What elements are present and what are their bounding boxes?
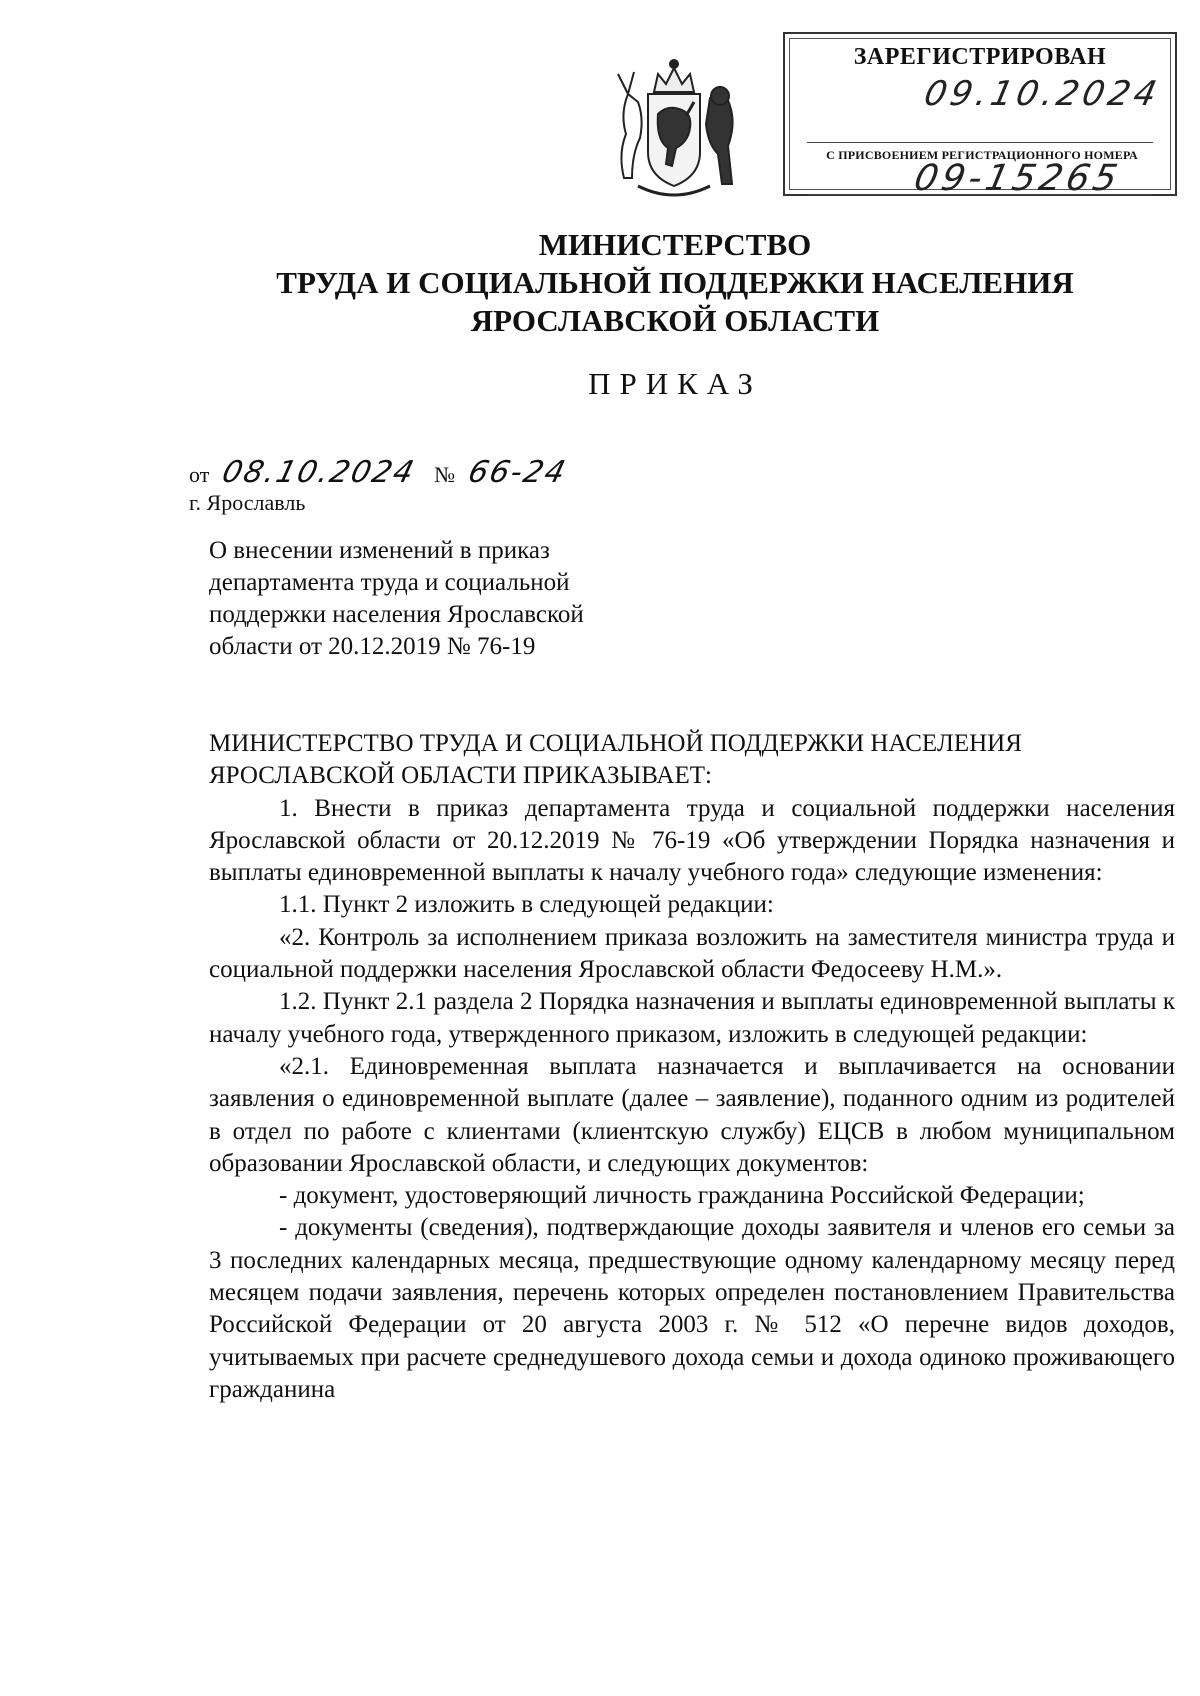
order-subject [209, 535, 669, 663]
registration-stamp [783, 32, 1177, 199]
subject-line: области от 20.12.2019 № 76-19 [209, 633, 536, 660]
body-paragraph: 1.2. Пункт 2.1 раздела 2 Порядка назначения и выплаты единовременной выплаты к началу учебного года, утвержденного приказом, изложить в следующей редакции: [209, 988, 1175, 1048]
stamp-title: ЗАРЕГИСТРИРОВАН [853, 44, 1107, 70]
city: г. Ярославль [189, 490, 306, 515]
subject-line: департамента труда и социальной [209, 569, 570, 596]
body-paragraph: «2.1. Единовременная выплата назначается и выплачивается на основании заявления о единовременной выплате (далее – заявление), поданного одним из родителей в отдел по работе с клиентами (клиентскую службу) ЕЦСВ в любом муниципальном образовании Ярославской области, и следующих документов: [209, 1052, 1175, 1177]
body-paragraph: - документ, удостоверяющий личность гражданина Российской Федерации; [279, 1182, 1085, 1210]
body-paragraph: - документы (сведения), подтверждающие доходы заявителя и членов его семьи за 3 последних календарных месяца, предшествующие одному календарному месяцу перед месяцем подачи заявления, перечень которых определен постановлением Правительства Российской Федерации от 20 августа 2003 г. № 512 «О перечне видов доходов, учитываемых при расчете среднедушевого дохода семьи и дохода одиноко проживающего гражданина [209, 1214, 1175, 1403]
ministry-heading [0, 226, 1200, 340]
order-date: 08.10.2024 [218, 455, 419, 490]
subject-line: О внесении изменений в приказ [209, 537, 550, 564]
body-paragraph: МИНИСТЕРСТВО ТРУДА И СОЦИАЛЬНОЙ ПОДДЕРЖКИ НАСЕЛЕНИЯ ЯРОСЛАВСКОЙ ОБЛАСТИ ПРИКАЗЫВАЕТ: [209, 730, 1022, 790]
body-paragraph: 1. Внести в приказ департамента труда и социальной поддержки населения Ярославской области от 20.12.2019 № 76-19 «Об утверждении Порядка назначения и выплаты единовременной выплаты к началу учебного года» следующие изменения: [209, 794, 1175, 887]
stamp-registration-number: 09-15265 [910, 158, 1125, 199]
document-type: ПРИКАЗ [588, 366, 762, 401]
coat-of-arms-icon [598, 54, 750, 204]
order-date-number [189, 455, 571, 490]
order-number: 66-24 [464, 455, 571, 490]
order-body [209, 728, 1175, 1406]
ministry-line: ТРУДА И СОЦИАЛЬНОЙ ПОДДЕРЖКИ НАСЕЛЕНИЯ [276, 265, 1074, 300]
from-label: от [189, 462, 210, 487]
ministry-line: МИНИСТЕРСТВО [538, 227, 812, 262]
stamp-divider [807, 194, 1153, 195]
body-paragraph: 1.1. Пункт 2 изложить в следующей редакции: [279, 891, 774, 919]
stamp-caption: С ПРИСВОЕНИЕМ РЕГИСТРАЦИОННОГО НОМЕРА [826, 148, 1138, 162]
stamp-date: 09.10.2024 [920, 74, 1164, 114]
number-label: № [434, 462, 456, 487]
ministry-line: ЯРОСЛАВСКОЙ ОБЛАСТИ [470, 303, 880, 338]
body-paragraph: «2. Контроль за исполнением приказа возложить на заместителя министра труда и социальной поддержки населения Ярославской области Федосееву Н.М.». [209, 923, 1175, 984]
stamp-divider [807, 142, 1153, 143]
subject-line: поддержки населения Ярославской [209, 601, 584, 628]
